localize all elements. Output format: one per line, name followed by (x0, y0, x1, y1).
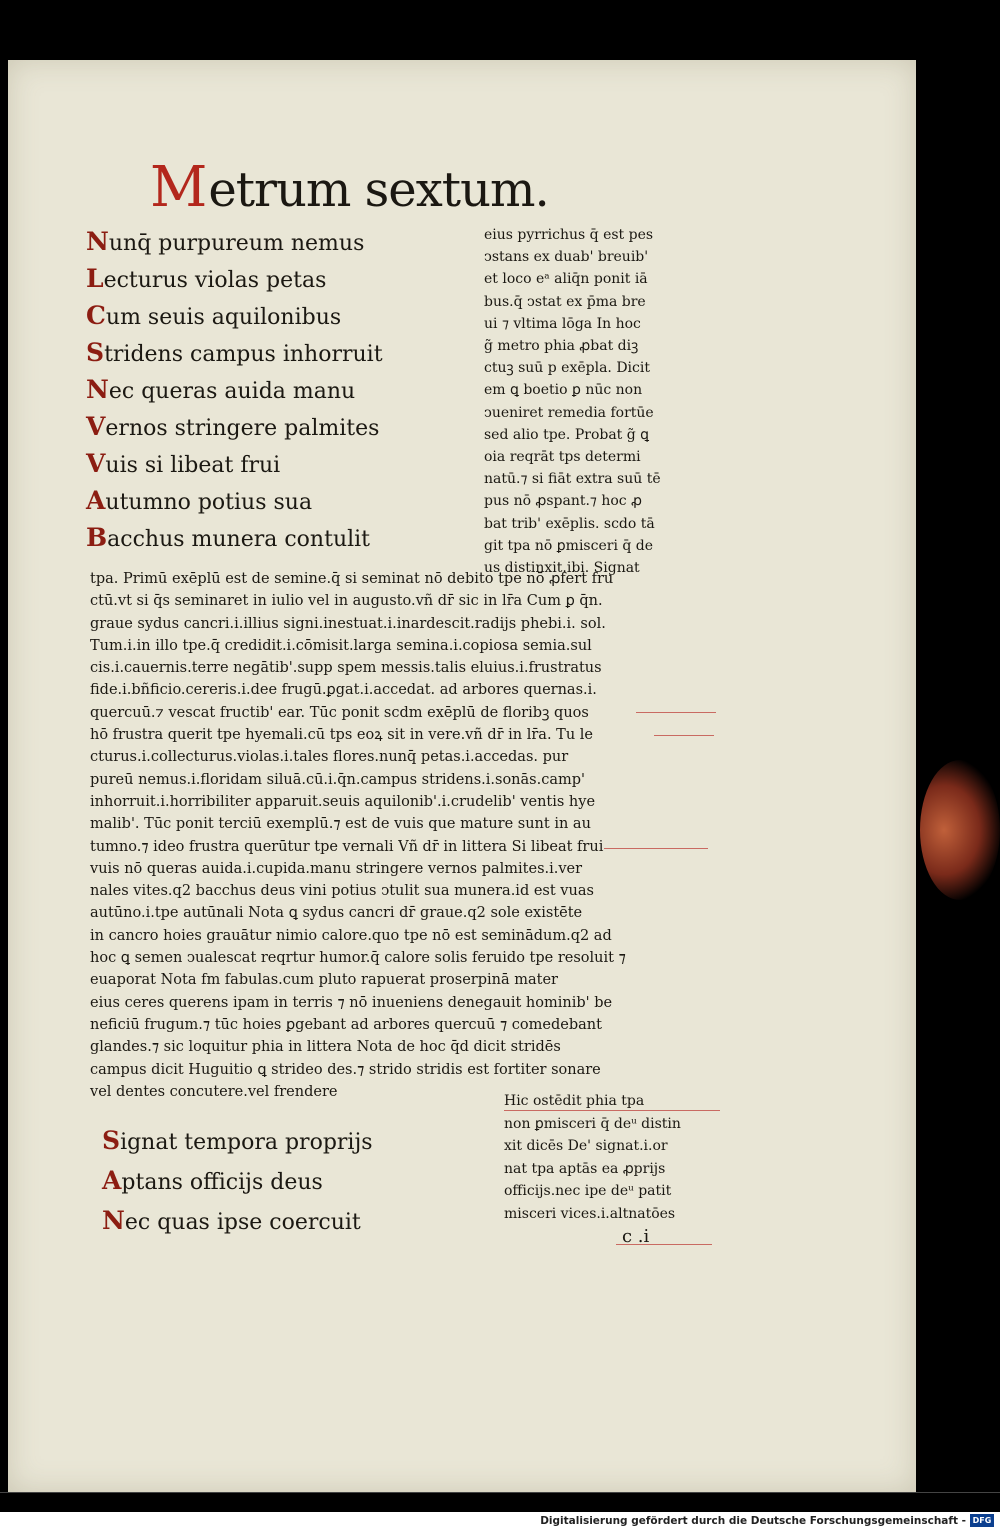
commentary-line: ↄueniret remedia fortūe (484, 404, 654, 421)
commentary-line: g̃ metro phia ꝓbat diꝫ (484, 338, 639, 355)
commentary-line: nat tpa aptās ea ꝓprijs (504, 1160, 666, 1177)
commentary-line: ↄstans ex duab' breuib' (484, 249, 649, 266)
commentary-line: malib'. Tūc ponit terciū exemplū.⁊ est de vuis que mature sunt in au (90, 816, 591, 833)
commentary-line: tumno.⁊ ideo frustra querūtur tpe vernali Vñ dr̄ in littera Si libeat frui (90, 838, 604, 855)
verse-line: Stridens campus inhorruit (86, 338, 383, 367)
commentary-line: cis.i.cauernis.terre negātib'.supp spem messis.talis eluius.i.frustratus (90, 660, 602, 677)
commentary-line: hoc ꝗ semen ↄualescat reqrtur humor.q̄ calore solis feruido tpe resoluit ⁊ (90, 950, 626, 967)
verse-line: Lecturus violas petas (86, 264, 327, 293)
commentary-line: pureū nemus.i.floridam siluā.cū.i.q̄n.campus stridens.i.sonās.camp' (90, 771, 586, 788)
page-edge-stain (920, 760, 1000, 900)
commentary-line: inhorruit.i.horribiliter apparuit.seuis aquilonib'.i.crudelib' ventis hye (90, 793, 596, 810)
commentary-line: glandes.⁊ sic loquitur phia in littera Nota de hoc q̄d dicit stridēs (90, 1039, 561, 1056)
commentary-line: Hic ostēdit phia tpa (504, 1093, 645, 1109)
verse-line: Bacchus munera contulit (86, 523, 371, 552)
commentary-line: eius ceres querens ipam in terris ⁊ nō inueniens denegauit hominib' be (90, 994, 613, 1011)
commentary-line: cturus.i.collecturus.violas.i.tales flores.nunq̄ petas.i.accedas. pur (90, 749, 569, 766)
commentary-line: euaporat Nota fm fabulas.cum pluto rapuerat proserpinā mater (90, 972, 558, 989)
commentary-line: et loco eᵃ aliq̄n ponit iā (484, 271, 648, 288)
commentary-line: hō frustra querit tpe hyemali.cū tps eoꝝ sit in vere.vñ dr̄ in lr̄a. Tu le (90, 727, 594, 744)
rubric-rule (604, 848, 708, 849)
signature-mark: c .i (622, 1226, 650, 1247)
commentary-line: tpa. Primū exēplū est de semine.q̄ si seminat nō debito tpe nō ꝓfert fru (90, 571, 614, 587)
commentary-line: git tpa nō ꝑmisceri q̄ de (484, 537, 654, 554)
verse-line: Vuis si libeat frui (86, 449, 281, 478)
commentary-line: bat trib' exēplis. scdo tā (484, 515, 655, 532)
commentary-line: ui ⁊ vltima lōga In hoc (484, 315, 641, 332)
verse-block-1 (86, 224, 383, 557)
funding-credit: Digitalisierung gefördert durch die Deutsche Forschungsgemeinschaft - (540, 1515, 966, 1527)
verse-line: Autumno potius sua (86, 486, 313, 515)
commentary-line: eius pyrrichus q̄ est pes (484, 227, 654, 243)
commentary-line: campus dicit Huguitio ꝗ strideo des.⁊ strido stridis est fortiter sonare (90, 1061, 601, 1078)
commentary-line: fide.i.bñficio.cereris.i.dee frugū.ꝑgat.i.accedat. ad arbores quernas.i. (90, 682, 597, 699)
rubric-rule (654, 735, 714, 736)
commentary-line: nales vites.q2 bacchus deus vini potius ↄtulit sua munera.id est vuas (90, 883, 594, 900)
commentary-line: em ꝗ boetio ꝑ nūc non (484, 382, 643, 399)
commentary-line: officijs.nec ipe deᵘ patit (504, 1183, 672, 1200)
commentary-line: Tum.i.in illo tpe.q̄ credidit.i.cōmisit.larga semina.i.copiosa semia.sul (90, 637, 592, 654)
commentary-full (90, 568, 626, 1103)
verse-line: Nec queras auida manu (86, 375, 356, 404)
heading-initial: M (150, 155, 207, 220)
divider (0, 1492, 1000, 1493)
commentary-line: ctuꝫ suū p exēpla. Dicit (484, 360, 650, 377)
commentary-line: sed alio tpe. Probat g̃ ꝗ (484, 426, 650, 443)
commentary-line: autūno.i.tpe autūnali Nota ꝗ sydus cancri dr̄ graue.q2 sole existēte (90, 905, 583, 922)
commentary-line: us distinxit.ibi. Signat (484, 560, 640, 577)
commentary-line: pus nō ꝓspant.⁊ hoc ꝓ (484, 493, 642, 510)
commentary-line: bus.q̄ ↄstat ex p̄ma bre (484, 293, 646, 310)
commentary-column-right-2 (504, 1090, 681, 1226)
commentary-line: graue sydus cancri.i.illius signi.inestuat.i.inardescit.radijs phebi.i. sol. (90, 615, 606, 632)
commentary-line: non ꝑmisceri q̄ deᵘ distin (504, 1115, 681, 1132)
verse-line: Nunq̄ purpureum nemus (86, 227, 365, 256)
verse-line: Cum seuis aquilonibus (86, 301, 342, 330)
commentary-line: xit dicēs De' signat.i.or (504, 1138, 668, 1155)
heading-text: etrum sextum. (208, 162, 549, 218)
commentary-line: natū.⁊ si fiāt extra suū tē (484, 471, 661, 488)
commentary-line: vuis nō queras auida.i.cupida.manu stringere vernos palmites.i.ver (90, 860, 583, 877)
verse-line: Aptans officijs deus (102, 1166, 323, 1195)
verse-line: Vernos stringere palmites (86, 412, 380, 441)
commentary-line: quercuū.⁊ vescat fructib' ear. Tūc ponit scdm exēplū de floribꝫ quos (90, 704, 589, 721)
commentary-line: oia reqrāt tps determi (484, 449, 641, 466)
dfg-logo: DFG (970, 1514, 994, 1527)
commentary-line: neficiū frugum.⁊ tūc hoies ꝑgebant ad arbores quercuū ⁊ comedebant (90, 1016, 602, 1033)
verse-block-2 (102, 1122, 373, 1242)
verse-line: Nec quas ipse coercuit (102, 1206, 361, 1235)
section-heading (150, 155, 549, 220)
commentary-line: vel dentes concutere.vel frendere (90, 1083, 338, 1100)
commentary-column-right (484, 224, 661, 579)
verse-line: Signat tempora proprijs (102, 1126, 373, 1155)
commentary-line: ctū.vt si q̄s seminaret in iulio vel in augusto.vñ dr̄ sic in lr̄a Cum ꝑ q̄n. (90, 593, 603, 610)
commentary-line: misceri vices.i.altnatōes (504, 1205, 676, 1222)
rubric-rule (636, 712, 716, 713)
commentary-line: in cancro hoies grauātur nimio calore.quo tpe nō est seminādum.q2 ad (90, 927, 612, 944)
